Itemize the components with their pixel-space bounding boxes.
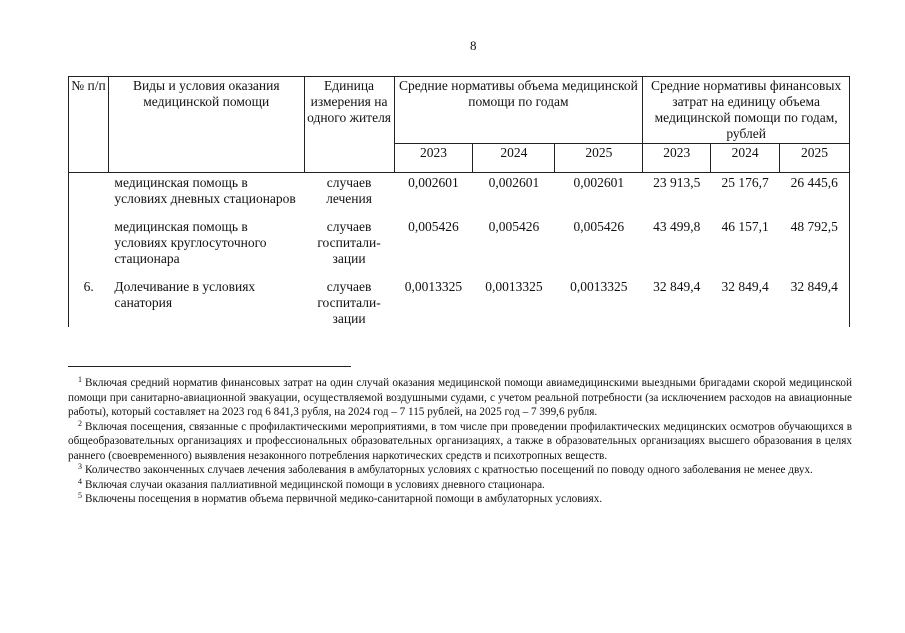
row-volume-2025: 0,005426 xyxy=(573,219,625,234)
header-volume-year: 2024 xyxy=(473,144,555,173)
header-finance-year: 2025 xyxy=(780,144,850,173)
footnote-text: Включены посещения в норматив объема первичной медико-санитарной помощи в амбулаторных условиях. xyxy=(85,493,603,505)
row-volume-2024: 0,002601 xyxy=(488,175,540,190)
row-volume-2023: 0,0013325 xyxy=(404,279,463,294)
row-spacer xyxy=(69,267,850,279)
table-row xyxy=(69,173,850,208)
footnote-mark: 1 xyxy=(78,375,82,384)
footnote-text: Включая посещения, связанные с профилактическими мероприятиями, в том числе при проведении профилактических медицинских осмотров обучающихся в общеобразовательных организациях и профессиональных образовательных организациях, а также в образовательных организациях высшего образования в целях раннего (своевременного) выявления незаконного потребления наркотических средств и психотропных веществ. xyxy=(68,420,852,462)
row-finance-2024: 32 849,4 xyxy=(721,279,769,294)
header-volume-year: 2025 xyxy=(555,144,643,173)
footnote-text: Количество законченных случаев лечения заболевания в амбулаторных условиях с кратностью посещений по поводу одного заболевания не менее двух. xyxy=(85,464,813,476)
row-unit: случаев лечения xyxy=(326,175,372,206)
row-finance-2025: 32 849,4 xyxy=(780,279,850,327)
row-volume-2024: 0,005426 xyxy=(488,219,540,234)
row-finance-2025: 26 445,6 xyxy=(780,173,850,208)
footnote-mark: 3 xyxy=(78,462,82,471)
footnote-text: Включая случаи оказания паллиативной медицинской помощи в условиях дневного стационара. xyxy=(85,478,545,491)
row-care-type: Долечивание в условиях санатория xyxy=(114,279,256,310)
row-volume-2023: 0,005426 xyxy=(408,219,459,234)
row-number xyxy=(69,173,109,208)
footnote-text: Включая средний норматив финансовых затрат на один случай оказания медицинской помощи авиамедицинскими выездными бригадами скорой медицинской помощи при санитарно-авиационной эвакуации, осуществляемой воздушными судами, с учетом реальной потребности (за исключением расходов на авиационные работы), который составляет на 2023 год 6 841,3 рубля, на 2024 год – 7 115 рублей, на 2025 год – 7 399,6 рубля. xyxy=(68,377,852,418)
row-spacer xyxy=(69,207,850,219)
row-finance-2023: 32 849,4 xyxy=(653,279,701,294)
standards-table xyxy=(68,76,850,327)
header-unit: Единица измерения на одного жителя xyxy=(304,77,394,173)
footnote xyxy=(68,463,852,478)
table-row xyxy=(69,279,850,327)
header-volume-group: Средние нормативы объема медицинской помощи по годам xyxy=(394,77,643,144)
row-finance-2023: 43 499,8 xyxy=(653,219,701,234)
row-finance-2024: 25 176,7 xyxy=(721,175,769,190)
header-num: № п/п xyxy=(69,77,109,173)
footnotes xyxy=(68,376,852,507)
row-number xyxy=(69,219,109,267)
row-volume-2023: 0,002601 xyxy=(408,175,459,190)
row-number: 6. xyxy=(69,279,109,327)
row-care-type: медицинская помощь в условиях круглосуточного стационара xyxy=(114,219,267,266)
row-care-type: медицинская помощь в условиях дневных стационаров xyxy=(114,175,296,206)
page-number: 8 xyxy=(470,38,477,53)
footnote xyxy=(68,478,852,493)
header-finance-group: Средние нормативы финансовых затрат на единицу объема медицинской помощи по годам, рублей xyxy=(643,77,850,144)
header-finance-year: 2024 xyxy=(711,144,780,173)
footnote-mark: 5 xyxy=(78,491,82,500)
row-finance-2025: 48 792,5 xyxy=(780,219,850,267)
row-unit: случаев госпитали-зации xyxy=(317,279,381,326)
footnote xyxy=(68,420,852,464)
footnote xyxy=(68,492,852,507)
row-finance-2023: 23 913,5 xyxy=(653,175,701,190)
row-volume-2024: 0,0013325 xyxy=(485,279,543,294)
row-finance-2024: 46 157,1 xyxy=(721,219,769,234)
footnote-divider xyxy=(68,366,351,367)
row-volume-2025: 0,0013325 xyxy=(570,279,628,294)
row-unit: случаев госпитали-зации xyxy=(317,219,381,266)
header-type: Виды и условия оказания медицинской помощи xyxy=(108,77,304,173)
footnote xyxy=(68,376,852,420)
header-finance-year: 2023 xyxy=(643,144,711,173)
header-volume-year: 2023 xyxy=(394,144,473,173)
footnote-mark: 4 xyxy=(78,476,82,486)
footnote-mark: 2 xyxy=(78,418,82,428)
table-row xyxy=(69,219,850,267)
row-volume-2025: 0,002601 xyxy=(573,175,625,190)
